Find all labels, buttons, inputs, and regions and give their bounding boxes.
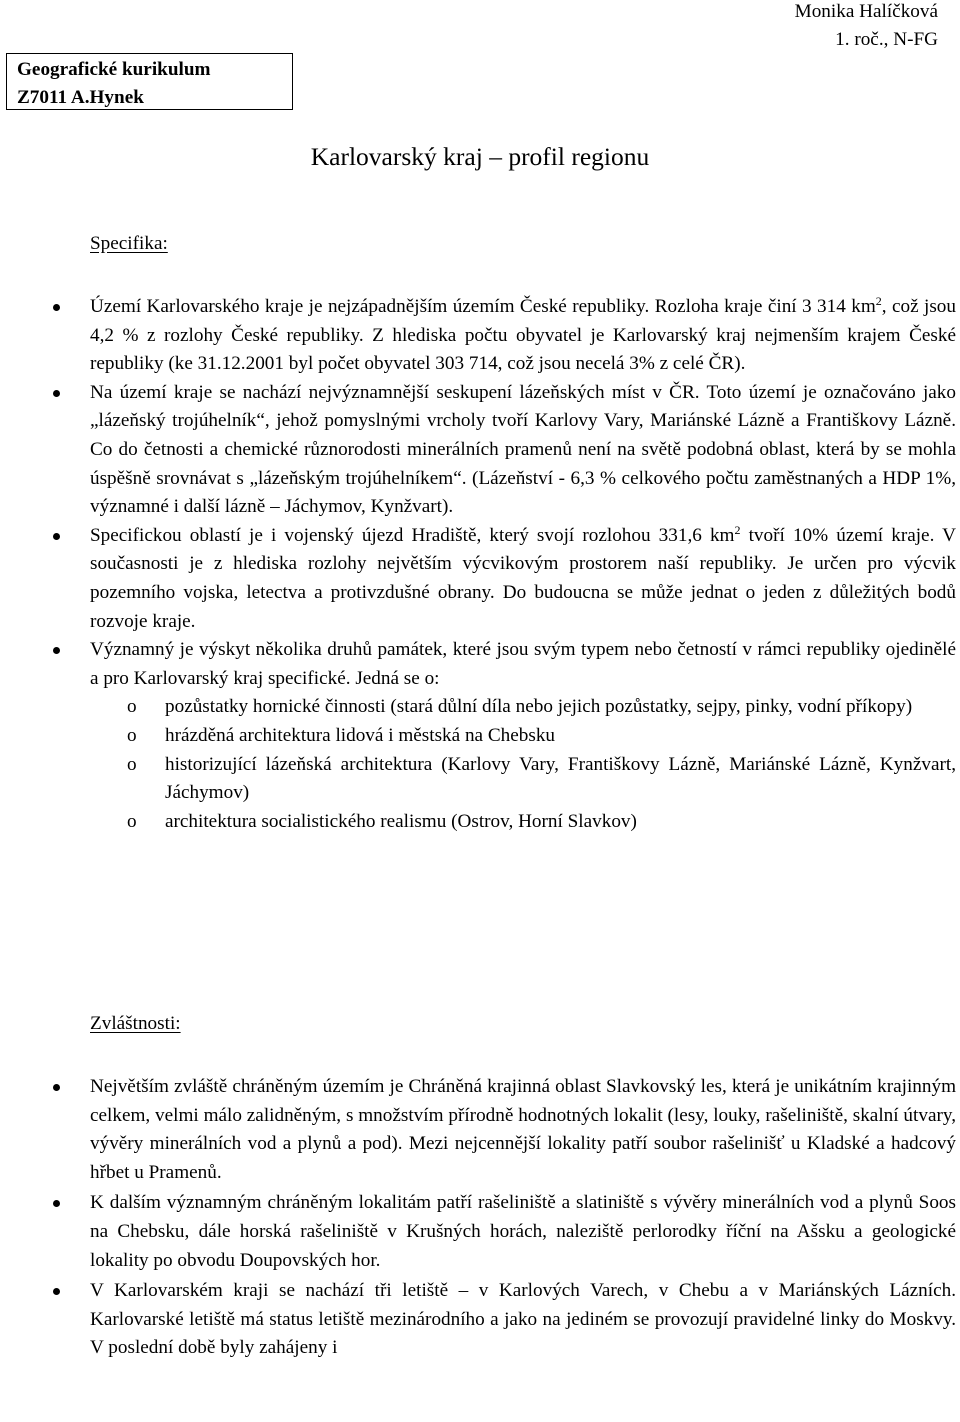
- list-item: Území Karlovarského kraje je nejzápadnějším územím České republiky. Rozloha kraje činí 3 314 $km^2$, což jsou 4,2 % z rozlohy České republiky. Z hlediska počtu obyvatel je Karlovarský kraj nejmenším krajem České republiky (ke 31.12.2001 byl počet obyvatel 303 714, což jsou necelá 3% z celé ČR).: [90, 293, 956, 379]
- list-item: Specifickou oblastí je i vojenský újezd Hradiště, který svojí rozlohou 331,6 $km^2$ tvoří 10% území kraje. V současnosti je z hlediska rozlohy největším výcvikovým prostorem naší republiky. Je určen pro výcvik pozemního vojska, letectva a protivzdušné obrany. Do budoucna se může jednat o jeden z důležitých bodů rozvoje kraje.: [90, 522, 956, 636]
- author-block: [795, 0, 938, 54]
- course-code: Z7011 A.Hynek: [17, 87, 144, 108]
- list-item: K dalším významným chráněným lokalitám patří rašeliniště a slatiniště s vývěry minerálních vod a plynů Soos na Chebsku, dále horská rašeliniště v Krušných horách, naleziště perlorodky říční na Ašsku a geologické lokality po obvodu Doupovských hor.: [90, 1189, 956, 1275]
- monument-types-sublist: [90, 693, 956, 836]
- sub-list-item: o architektura socialistického realismu (Ostrov, Horní Slavkov): [165, 808, 956, 837]
- specifika-list: [90, 293, 956, 836]
- section-heading-zvlastnosti: Zvláštnosti:: [90, 1013, 181, 1034]
- sub-list-item: o hrázděná architektura lidová i městská na Chebsku: [165, 722, 956, 751]
- course-info-box: [6, 53, 293, 110]
- list-item: V Karlovarském kraji se nachází tři letiště – v Karlových Varech, v Chebu a v Mariánských Lázních. Karlovarské letiště má status letiště mezinárodního a jako na jediném se provozují pravidelné linky do Moskvy. V poslední době byly zahájeny i: [90, 1277, 956, 1363]
- document-title: Karlovarský kraj – profil regionu: [310, 142, 650, 171]
- sub-list-item: o pozůstatky hornické činnosti (stará důlní díla nebo jejich pozůstatky, sejpy, pinky, vodní příkopy): [165, 693, 956, 722]
- zvlastnosti-list: [90, 1073, 956, 1363]
- course-name: Geografické kurikulum: [17, 59, 211, 80]
- author-year: 1. roč., N-FG: [835, 29, 938, 50]
- list-item: Na území kraje se nachází nejvýznamnější seskupení lázeňských míst v ČR. Toto území je označováno jako „lázeňský trojúhelník“, jehož pomyslnými vrcholy tvoří Karlovy Vary, Mariánské Lázně a Františkovy Lázně. Co do četnosti a chemické různorodosti minerálních pramenů není na světě podobná oblast, která by se mohla úspěšně srovnávat s „lázeňským trojúhelníkem“. (Lázeňství - 6,3 % celkového počtu zaměstnaných a HDP 1%, významné i další lázně – Jáchymov, Kynžvart).: [90, 379, 956, 522]
- section-heading-specifika: Specifika:: [90, 233, 168, 254]
- list-item: Největším zvláště chráněným územím je Chráněná krajinná oblast Slavkovský les, která je unikátním krajinným celkem, velmi málo zalidněným, s množstvím přírodně hodnotných lokalit (lesy, louky, rašeliniště, skalní útvary, vývěry minerálních vod a plynů a pod). Mezi nejcennější lokality patří soubor rašelinišť u Kladské a hadcový hřbet u Pramenů.: [90, 1073, 956, 1187]
- author-name: Monika Halíčková: [794, 1, 938, 22]
- list-item: Významný je výskyt několika druhů památek, které jsou svým typem nebo četností v rámci republiky ojedinělé a pro Karlovarský kraj specifické. Jedná se o: o pozůstatky hornické činnosti (stará důlní díla nebo jejich pozůstatky, sejpy, pinky, vodní příkopy) o hrázděná architektura lidová i městská na Chebsku o historizující lázeňská architektura (Karlovy Vary, Františkovy Lázně, Mariánské Lázně, Kynžvart, Jáchymov) o architektura socialistického realismu (Ostrov, Horní Slavkov): [90, 636, 956, 836]
- sub-list-item: o historizující lázeňská architektura (Karlovy Vary, Františkovy Lázně, Mariánské Lázně, Kynžvart, Jáchymov): [165, 751, 956, 808]
